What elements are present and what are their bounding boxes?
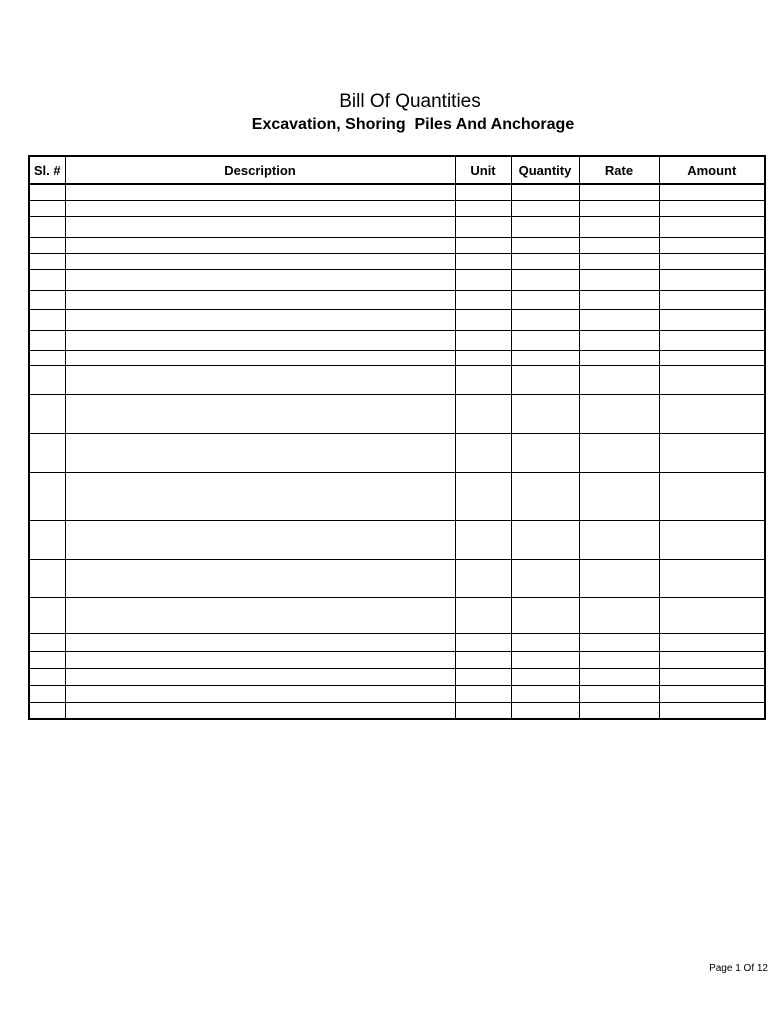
unit-cell: [455, 702, 511, 719]
description-cell: [65, 702, 455, 719]
amount-cell: [659, 200, 765, 216]
table-row: [29, 309, 765, 330]
amount-cell: [659, 394, 765, 433]
sl-no-cell: [29, 597, 65, 633]
sl-no-cell: [29, 520, 65, 559]
description-cell: [65, 290, 455, 309]
unit-cell: [455, 633, 511, 651]
unit-cell: [455, 200, 511, 216]
rate-cell: [579, 350, 659, 365]
rate-cell: [579, 651, 659, 668]
column-header-quantity: Quantity: [511, 156, 579, 184]
sl-no-cell: [29, 433, 65, 472]
amount-cell: [659, 237, 765, 253]
rate-cell: [579, 309, 659, 330]
sl-no-cell: [29, 668, 65, 685]
amount-cell: [659, 702, 765, 719]
rate-cell: [579, 668, 659, 685]
unit-cell: [455, 597, 511, 633]
description-cell: [65, 269, 455, 290]
column-header-sl-no: Sl. #: [29, 156, 65, 184]
sl-no-cell: [29, 237, 65, 253]
quantity-cell: [511, 520, 579, 559]
document-title: Bill Of Quantities: [339, 91, 481, 112]
sl-no-cell: [29, 365, 65, 394]
unit-cell: [455, 290, 511, 309]
table-row: [29, 394, 765, 433]
description-cell: [65, 253, 455, 269]
sl-no-cell: [29, 200, 65, 216]
sl-no-cell: [29, 559, 65, 597]
amount-cell: [659, 309, 765, 330]
quantity-cell: [511, 685, 579, 702]
quantity-cell: [511, 597, 579, 633]
unit-cell: [455, 350, 511, 365]
table-row: [29, 269, 765, 290]
amount-cell: [659, 597, 765, 633]
column-header-description: Description: [65, 156, 455, 184]
sl-no-cell: [29, 184, 65, 200]
table-row: [29, 237, 765, 253]
description-cell: [65, 330, 455, 350]
rate-cell: [579, 433, 659, 472]
description-cell: [65, 200, 455, 216]
document-subtitle: Excavation, Shoring Piles And Anchorage: [251, 116, 575, 133]
quantity-cell: [511, 237, 579, 253]
quantity-cell: [511, 472, 579, 520]
unit-cell: [455, 330, 511, 350]
sl-no-cell: [29, 309, 65, 330]
rate-cell: [579, 330, 659, 350]
table-body: [29, 184, 765, 719]
column-header-amount: Amount: [659, 156, 765, 184]
table-row: [29, 365, 765, 394]
quantity-cell: [511, 330, 579, 350]
table-row: [29, 702, 765, 719]
table-row: [29, 685, 765, 702]
amount-cell: [659, 269, 765, 290]
table-row: [29, 184, 765, 200]
unit-cell: [455, 253, 511, 269]
amount-cell: [659, 559, 765, 597]
table-row: [29, 200, 765, 216]
unit-cell: [455, 472, 511, 520]
unit-cell: [455, 216, 511, 237]
rate-cell: [579, 685, 659, 702]
unit-cell: [455, 433, 511, 472]
description-cell: [65, 520, 455, 559]
quantity-cell: [511, 290, 579, 309]
page-number: Page 1 Of 12: [709, 963, 768, 974]
unit-cell: [455, 184, 511, 200]
sl-no-cell: [29, 633, 65, 651]
amount-cell: [659, 216, 765, 237]
description-cell: [65, 365, 455, 394]
table-row: [29, 290, 765, 309]
rate-cell: [579, 472, 659, 520]
rate-cell: [579, 520, 659, 559]
unit-cell: [455, 520, 511, 559]
amount-cell: [659, 330, 765, 350]
sl-no-cell: [29, 394, 65, 433]
table-row: [29, 330, 765, 350]
description-cell: [65, 184, 455, 200]
column-header-rate: Rate: [579, 156, 659, 184]
quantity-cell: [511, 668, 579, 685]
quantity-cell: [511, 253, 579, 269]
rate-cell: [579, 702, 659, 719]
sl-no-cell: [29, 472, 65, 520]
quantity-cell: [511, 309, 579, 330]
unit-cell: [455, 559, 511, 597]
table-row: [29, 597, 765, 633]
description-cell: [65, 668, 455, 685]
rate-cell: [579, 200, 659, 216]
description-cell: [65, 633, 455, 651]
table-row: [29, 668, 765, 685]
description-cell: [65, 433, 455, 472]
table-row: [29, 253, 765, 269]
rate-cell: [579, 269, 659, 290]
quantity-cell: [511, 184, 579, 200]
description-cell: [65, 685, 455, 702]
quantity-cell: [511, 350, 579, 365]
rate-cell: [579, 597, 659, 633]
amount-cell: [659, 253, 765, 269]
description-cell: [65, 237, 455, 253]
description-cell: [65, 309, 455, 330]
sl-no-cell: [29, 269, 65, 290]
table-row: [29, 559, 765, 597]
amount-cell: [659, 651, 765, 668]
description-cell: [65, 216, 455, 237]
unit-cell: [455, 668, 511, 685]
description-cell: [65, 597, 455, 633]
sl-no-cell: [29, 330, 65, 350]
quantity-cell: [511, 216, 579, 237]
quantity-cell: [511, 365, 579, 394]
quantity-cell: [511, 269, 579, 290]
description-cell: [65, 394, 455, 433]
table-row: [29, 520, 765, 559]
rate-cell: [579, 394, 659, 433]
description-cell: [65, 559, 455, 597]
amount-cell: [659, 350, 765, 365]
amount-cell: [659, 472, 765, 520]
description-cell: [65, 472, 455, 520]
unit-cell: [455, 651, 511, 668]
unit-cell: [455, 365, 511, 394]
sl-no-cell: [29, 253, 65, 269]
amount-cell: [659, 433, 765, 472]
quantity-cell: [511, 433, 579, 472]
rate-cell: [579, 365, 659, 394]
amount-cell: [659, 290, 765, 309]
quantity-cell: [511, 200, 579, 216]
sl-no-cell: [29, 685, 65, 702]
sl-no-cell: [29, 290, 65, 309]
table-row: [29, 651, 765, 668]
sl-no-cell: [29, 651, 65, 668]
unit-cell: [455, 269, 511, 290]
rate-cell: [579, 237, 659, 253]
table-row: [29, 216, 765, 237]
amount-cell: [659, 184, 765, 200]
table-header-row: [29, 156, 765, 184]
rate-cell: [579, 290, 659, 309]
sl-no-cell: [29, 216, 65, 237]
description-cell: [65, 651, 455, 668]
table-row: [29, 633, 765, 651]
rate-cell: [579, 633, 659, 651]
sl-no-cell: [29, 702, 65, 719]
quantity-cell: [511, 394, 579, 433]
description-cell: [65, 350, 455, 365]
rate-cell: [579, 184, 659, 200]
rate-cell: [579, 216, 659, 237]
quantity-cell: [511, 702, 579, 719]
column-header-unit: Unit: [455, 156, 511, 184]
amount-cell: [659, 633, 765, 651]
unit-cell: [455, 237, 511, 253]
bill-of-quantities-table: [28, 155, 766, 720]
quantity-cell: [511, 651, 579, 668]
unit-cell: [455, 309, 511, 330]
unit-cell: [455, 685, 511, 702]
rate-cell: [579, 559, 659, 597]
amount-cell: [659, 520, 765, 559]
quantity-cell: [511, 633, 579, 651]
amount-cell: [659, 668, 765, 685]
unit-cell: [455, 394, 511, 433]
quantity-cell: [511, 559, 579, 597]
amount-cell: [659, 685, 765, 702]
rate-cell: [579, 253, 659, 269]
amount-cell: [659, 365, 765, 394]
table-row: [29, 350, 765, 365]
table-row: [29, 433, 765, 472]
table-row: [29, 472, 765, 520]
sl-no-cell: [29, 350, 65, 365]
